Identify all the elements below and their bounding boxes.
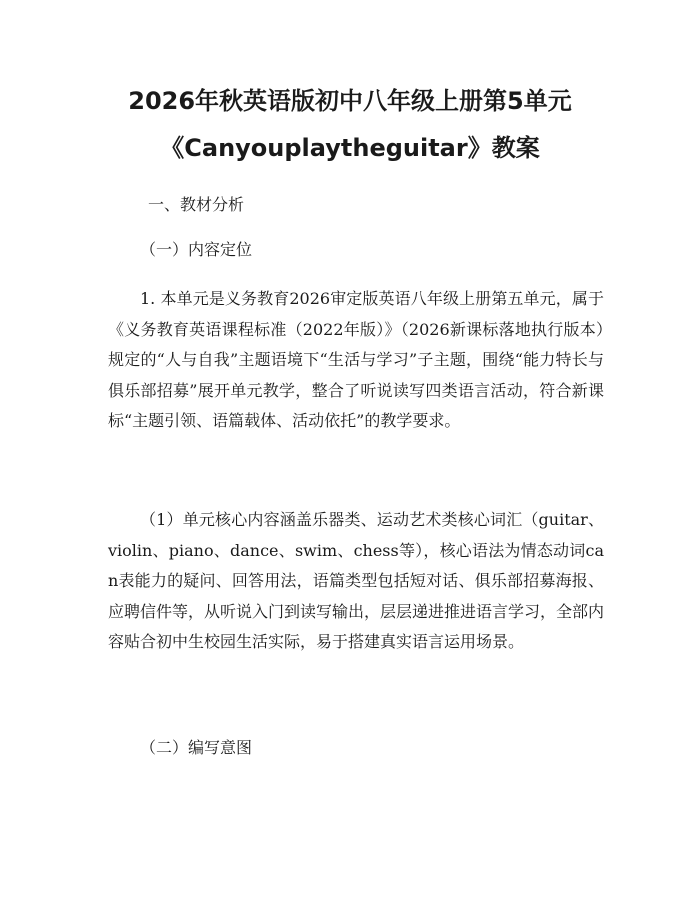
paragraph-core-content: （1）单元核心内容涵盖乐器类、运动艺术类核心词汇（guitar、violin、piano、dance、swim、chess等），核心语法为情态动词can表能力的疑问、回答用法，语篇类型包括短对话、俱乐部招募海报、应聘信件等，从听说入门到读写输出，层层递进推进语言学习，全部内容贴合初中生校园生活实际，易于搭建真实语言运用场景。 xyxy=(108,510,605,651)
section-heading-textbook-analysis: 一、教材分析 xyxy=(148,195,245,214)
paragraph-unit-overview: 1. 本单元是义务教育2026审定版英语八年级上册第五单元，属于《义务教育英语课程标准（2022年版）》（2026新课标落地执行版本）规定的“人与自我”主题语境下“生活与学习”子主题，围绕“能力特长与俱乐部招募”展开单元教学，整合了听说读写四类语言活动，符合新课标“主题引领、语篇载体、活动依托”的教学要求。 xyxy=(108,289,604,430)
subsection-heading-writing-intent: （二）编写意图 xyxy=(140,738,253,757)
document-title-line-2: 《Canyouplaytheguitar》教案 xyxy=(160,134,540,162)
subsection-heading-content-positioning: （一）内容定位 xyxy=(140,240,253,259)
document-title-line-1: 2026年秋英语版初中八年级上册第5单元 xyxy=(128,87,572,115)
